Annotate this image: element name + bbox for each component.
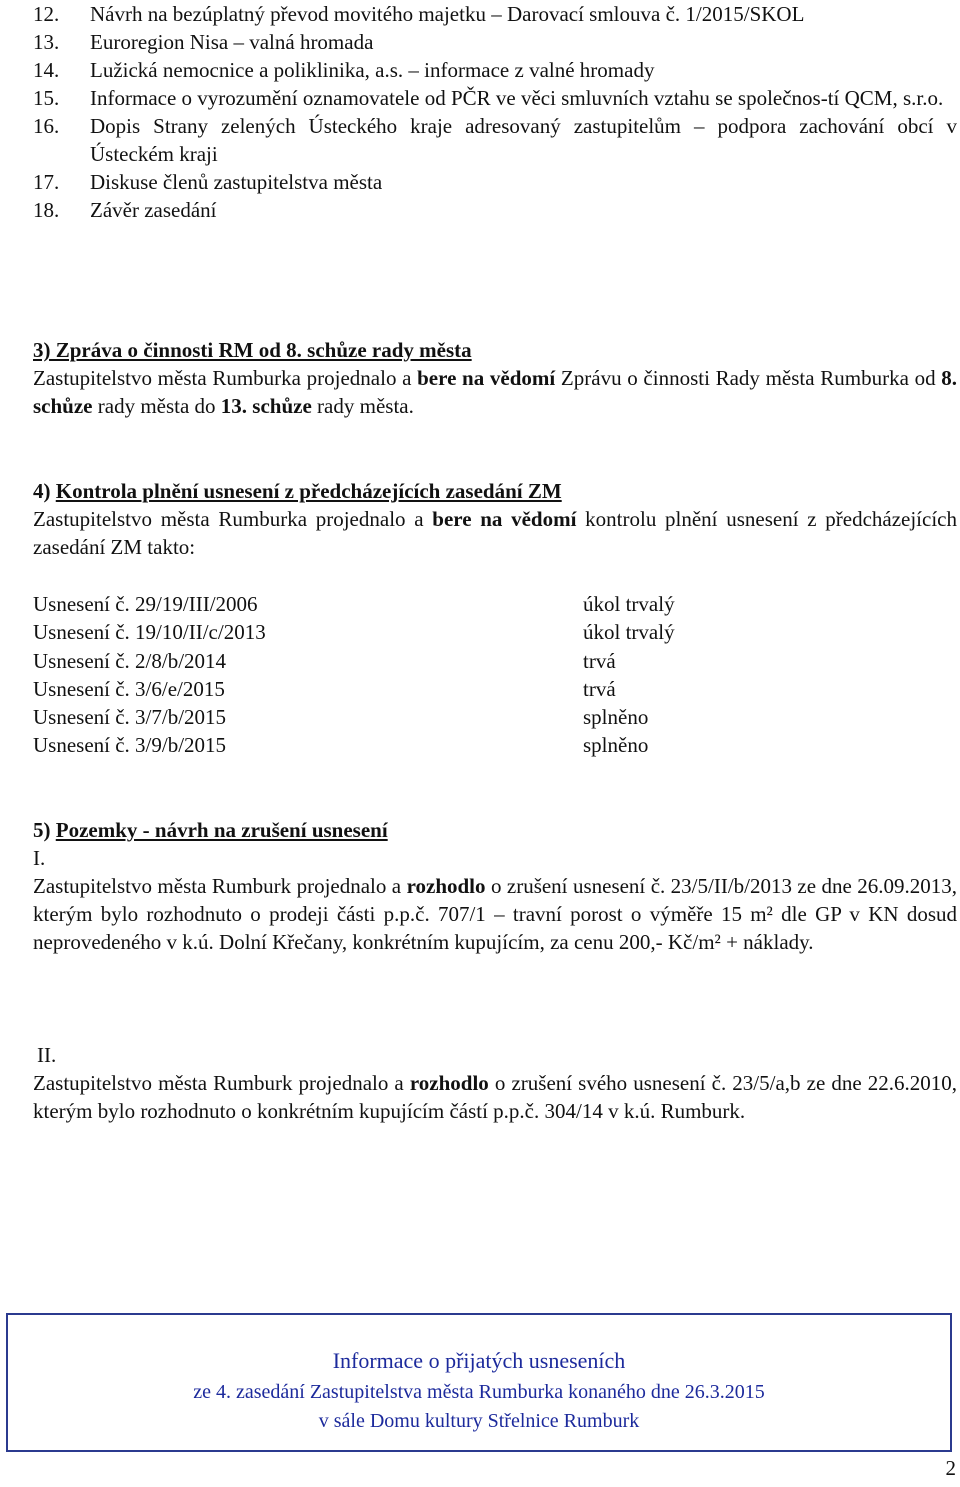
footer-title: Informace o přijatých usneseních — [332, 1348, 626, 1373]
agenda-list — [33, 0, 957, 224]
agenda-item-number: 16. — [33, 114, 60, 138]
agenda-item-text: Návrh na bezúplatný převod movitého majetku – Darovací smlouva č. 1/2015/SKOL — [90, 2, 805, 26]
text-run: rady města do — [92, 394, 221, 418]
agenda-item-text: Diskuse členů zastupitelstva města — [90, 170, 383, 194]
resolution-status: trvá — [583, 676, 616, 701]
agenda-item — [33, 0, 957, 28]
resolution-label: Usnesení č. 3/7/b/2015 — [33, 705, 227, 730]
agenda-item-text: Dopis Strany zelených Ústeckého kraje adresovaný zastupitelům – podpora zachování obcí v Ústeckém kraji — [90, 114, 957, 166]
text-run: Zastupitelstvo města Rumburka projednalo a — [33, 507, 433, 531]
section-number: 4) — [33, 479, 56, 503]
bold-text: rozhodlo — [409, 1071, 489, 1095]
resolutions-table — [33, 590, 957, 760]
agenda-item-number: 13. — [33, 30, 60, 54]
resolution-status: trvá — [583, 648, 616, 673]
resolution-status: splněno — [583, 733, 649, 758]
section-3 — [33, 336, 957, 420]
footer-box — [6, 1313, 952, 1452]
bold-text: 13. schůze — [220, 394, 312, 418]
section-3-body — [33, 364, 957, 420]
text-run: o zrušení usnesení č. 23/5/II/b/2013 ze dne 26.09.2013, kterým bylo rozhodnuto o prodeji části p.p.č. 707/1 – travní porost o výměře 15 m² dle GP v KN dosud neprovedeného v k.ú. Dolní Křečany, konkrétním kupujícím, za cenu 200,- Kč/m² + náklady. — [33, 874, 957, 954]
text-run: o zrušení svého usnesení č. 23/5/a,b ze dne 22.6.2010, kterým bylo rozhodnuto o konkrétním kupujícím částí p.p.č. 304/14 v k.ú. Rumburk. — [33, 1071, 957, 1123]
footer-subtitle: ze 4. zasedání Zastupitelstva města Rumburka konaného dne 26.3.2015 — [193, 1381, 765, 1403]
part-1-body — [33, 872, 957, 956]
resolution-label: Usnesení č. 2/8/b/2014 — [33, 648, 227, 673]
bold-text: bere na vědomí — [417, 366, 556, 390]
section-3-title: 3) Zpráva o činnosti RM od 8. schůze rady města — [33, 338, 472, 362]
resolution-row — [33, 647, 957, 675]
agenda-item — [33, 28, 957, 56]
text-run: Zastupitelstvo města Rumburk projednalo a — [33, 1071, 410, 1095]
section-4 — [33, 477, 957, 561]
section-5 — [33, 816, 957, 956]
text-run: Zastupitelstvo města Rumburk projednalo a — [33, 874, 407, 898]
agenda-item-number: 18. — [33, 198, 60, 222]
agenda-item — [33, 56, 957, 84]
footer-venue: v sále Domu kultury Střelnice Rumburk — [318, 1410, 640, 1432]
resolution-label: Usnesení č. 3/6/e/2015 — [33, 676, 225, 701]
agenda-item-text: Informace o vyrozumění oznamovatele od PČR ve věci smluvních vztahu se společnos-tí QCM, s.r.o. — [90, 86, 944, 110]
agenda-item-number: 12. — [33, 2, 60, 26]
resolution-row — [33, 618, 957, 646]
agenda-item — [33, 168, 957, 196]
section-5-part-2 — [33, 1041, 957, 1125]
resolution-status: úkol trvalý — [583, 620, 675, 645]
page-number: 2 — [945, 1456, 956, 1480]
section-title-text: Pozemky - návrh na zrušení usnesení — [55, 818, 388, 842]
resolution-label: Usnesení č. 3/9/b/2015 — [33, 733, 227, 758]
part-2-body — [33, 1069, 957, 1125]
resolution-row — [33, 675, 957, 703]
resolution-row — [33, 731, 957, 759]
resolution-row — [33, 590, 957, 618]
bold-text: bere na vědomí — [432, 507, 577, 531]
text-run: rady města. — [311, 394, 414, 418]
section-number: 5) — [33, 818, 56, 842]
text-run: Zastupitelstvo města Rumburka projednalo a — [33, 366, 418, 390]
agenda-item-text: Lužická nemocnice a poliklinika, a.s. – informace z valné hromady — [90, 58, 655, 82]
bold-text: rozhodlo — [406, 874, 486, 898]
agenda-item — [33, 112, 957, 168]
bold-text: 8. schůze — [33, 366, 957, 418]
resolution-label: Usnesení č. 19/10/II/c/2013 — [33, 620, 266, 645]
part-2-label: II. — [37, 1043, 57, 1067]
agenda-item-text: Euroregion Nisa – valná hromada — [90, 30, 374, 54]
agenda-item-text: Závěr zasedání — [90, 198, 217, 222]
resolution-row — [33, 703, 957, 731]
resolution-status: splněno — [583, 705, 649, 730]
agenda-item — [33, 196, 957, 224]
agenda-item — [33, 84, 957, 112]
resolution-label: Usnesení č. 29/19/III/2006 — [33, 592, 258, 616]
agenda-item-number: 17. — [33, 170, 60, 194]
text-run: Zprávu o činnosti Rady města Rumburka od — [555, 366, 942, 390]
part-1-label: I. — [33, 846, 46, 870]
section-title-text: Kontrola plnění usnesení z předcházejících zasedání ZM — [55, 479, 562, 503]
agenda-item-number: 14. — [33, 58, 60, 82]
section-4-body — [33, 505, 957, 561]
section-4-title — [33, 477, 957, 505]
resolution-status: úkol trvalý — [583, 592, 675, 616]
agenda-item-number: 15. — [33, 86, 60, 110]
section-5-title — [33, 816, 957, 844]
text-run: kontrolu plnění usnesení z předcházejících zasedání ZM takto: — [33, 507, 957, 559]
